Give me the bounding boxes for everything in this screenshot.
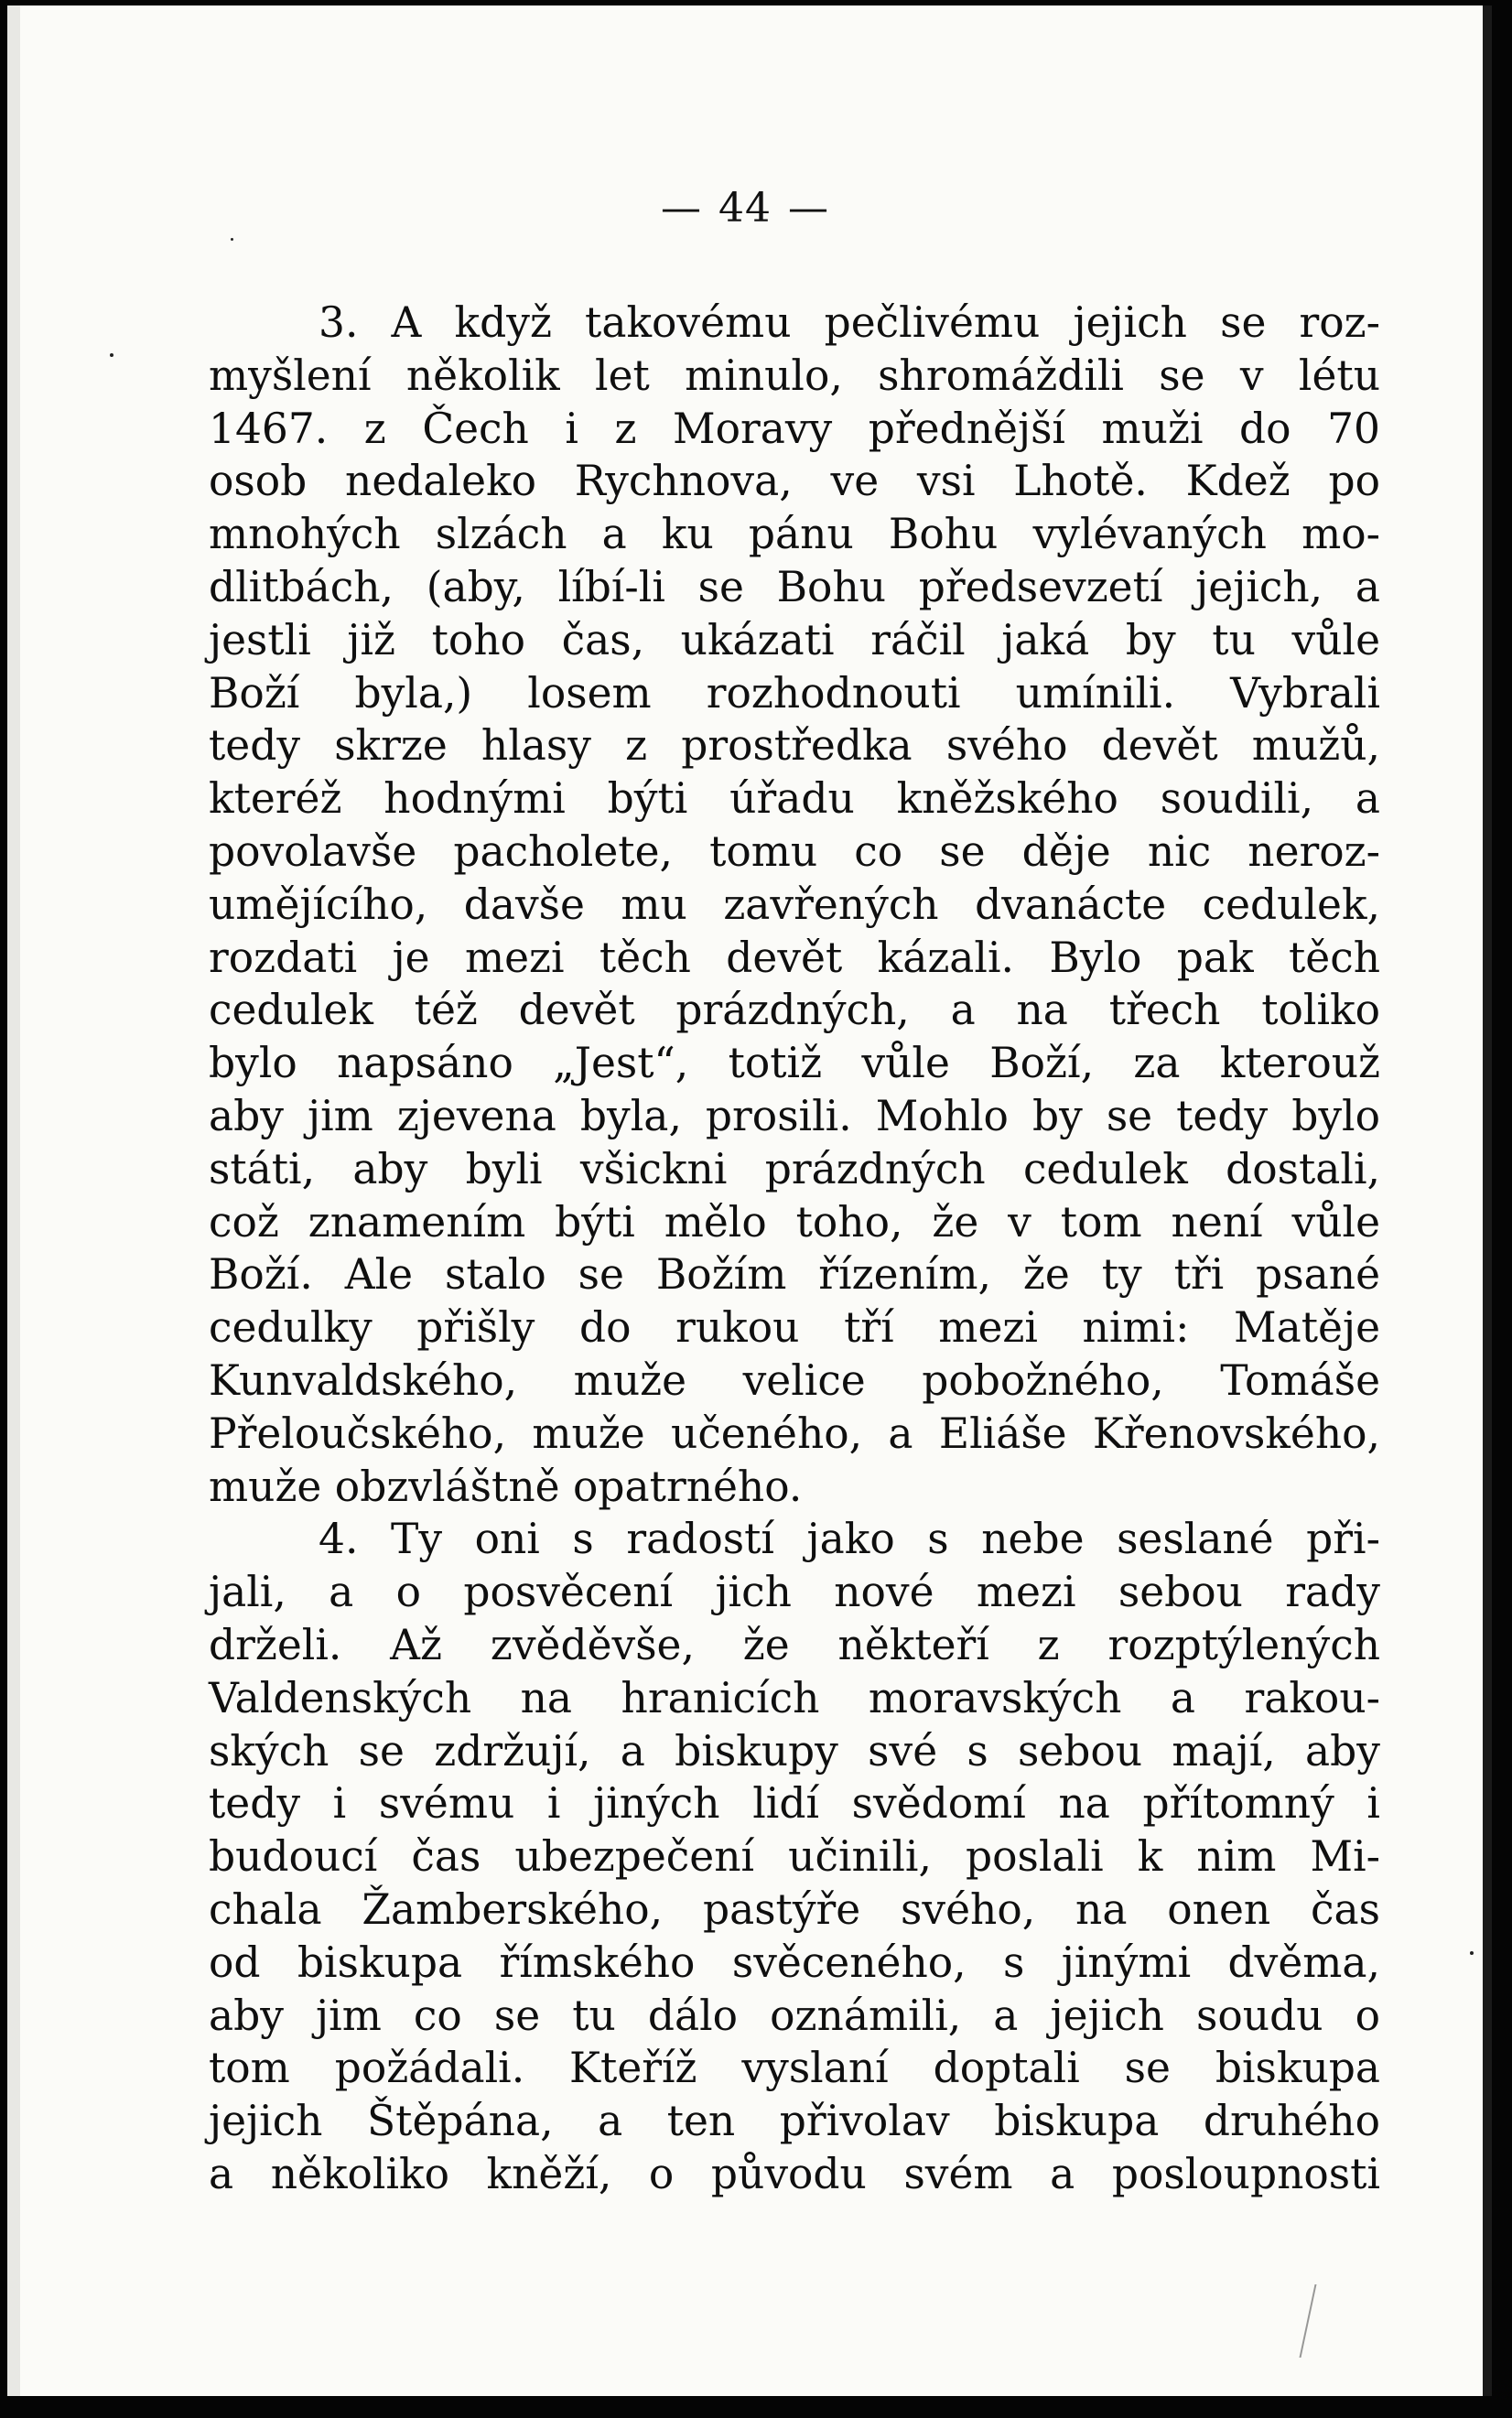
text-line: osob nedaleko Rychnova, ve vsi Lhotě. Kdež po [209, 457, 1380, 506]
text-line: státi, aby byli všickni prázdných cedulek dostali, [209, 1144, 1380, 1193]
page-number [7, 185, 1483, 232]
scan-edge [7, 5, 20, 2396]
body-text [209, 297, 1380, 2201]
text-line: jestli již toho čas, ukázati ráčil jaká by tu vůle [209, 615, 1380, 664]
text-line: ských se zdržují, a biskupy své s sebou mají, aby [209, 1726, 1380, 1776]
text-line: Kunvaldského, muže velice pobožného, Tomáše [209, 1355, 1380, 1405]
text-line: cedulek též devět prázdných, a na třech toliko [209, 986, 1380, 1035]
text-line: 1467. z Čech i z Moravy přednější muži do 70 [209, 404, 1380, 453]
text-line: tom požádali. Kteříž vyslaní doptali se biskupa [209, 2044, 1380, 2093]
text-line: 4. Ty oni s radostí jako s nebe seslané při- [319, 1515, 1380, 1564]
page-number-dash-right: — [788, 185, 829, 232]
text-line: dlitbách, (aby, líbí-li se Bohu předsevzetí jejich, a [209, 562, 1380, 611]
text-line: jejich Štěpána, a ten přivolav biskupa druhého [209, 2097, 1380, 2146]
text-line: Boží. Ale stalo se Božím řízením, že ty tři psané [209, 1250, 1380, 1300]
text-line: rozdati je mezi těch devět kázali. Bylo pak těch [209, 933, 1380, 982]
page-number-value: 44 [718, 185, 772, 232]
scan-speck [231, 238, 233, 241]
text-line: což znamením býti mělo toho, že v tom není vůle [209, 1197, 1380, 1247]
text-line: tedy i svému i jiných lidí svědomí na přítomný i [209, 1779, 1380, 1829]
book-page [7, 5, 1492, 2396]
text-line: cedulky přišly do rukou tří mezi nimi: Matěje [209, 1303, 1380, 1353]
text-line: povolavše pacholete, tomu co se děje nic neroz- [209, 826, 1380, 876]
text-line: 3. A když takovému pečlivému jejich se roz- [319, 298, 1380, 347]
pencil-mark [1299, 2284, 1353, 2358]
text-line: myšlení několik let minulo, shromáždili se v létu [209, 351, 1380, 400]
text-line: kteréž hodnými býti úřadu kněžského soudili, a [209, 774, 1380, 824]
text-line: umějícího, davše mu zavřených dvanácte cedulek, [209, 880, 1380, 929]
text-line: aby jim co se tu dálo oznámili, a jejich soudu o [209, 1991, 1380, 2040]
text-line: mnohých slzách a ku pánu Bohu vylévaných mo- [209, 510, 1380, 559]
text-line: muže obzvláštně opatrného. [209, 1462, 803, 1511]
scan-speck [110, 353, 113, 357]
scan-speck [1470, 1951, 1474, 1955]
text-line: Valdenských na hranicích moravských a rakou- [209, 1673, 1380, 1722]
text-line: chala Žamberského, pastýře svého, na onen čas [209, 1884, 1380, 1934]
text-line: Boží byla,) losem rozhodnouti umínili. Vybrali [209, 668, 1380, 718]
text-line: jali, a o posvěcení jich nové mezi sebou rady [209, 1568, 1380, 1617]
text-line: Přeloučského, muže učeného, a Eliáše Křenovského, [209, 1409, 1380, 1458]
text-line: a několiko kněží, o původu svém a posloupnosti [209, 2149, 1380, 2198]
text-line: tedy skrze hlasy z prostředka svého devět mužů, [209, 721, 1380, 771]
text-line: aby jim zjevena byla, prosili. Mohlo by se tedy bylo [209, 1091, 1380, 1140]
text-line: bylo napsáno „Jest“, totiž vůle Boží, za kterouž [209, 1039, 1380, 1088]
text-line: od biskupa římského svěceného, s jinými dvěma, [209, 1938, 1380, 1987]
text-line: drželi. Až zvěděvše, že někteří z rozptýlených [209, 1620, 1380, 1669]
text-line: budoucí čas ubezpečení učinili, poslali k nim Mi- [209, 1832, 1380, 1882]
page-number-dash-left: — [661, 185, 702, 232]
